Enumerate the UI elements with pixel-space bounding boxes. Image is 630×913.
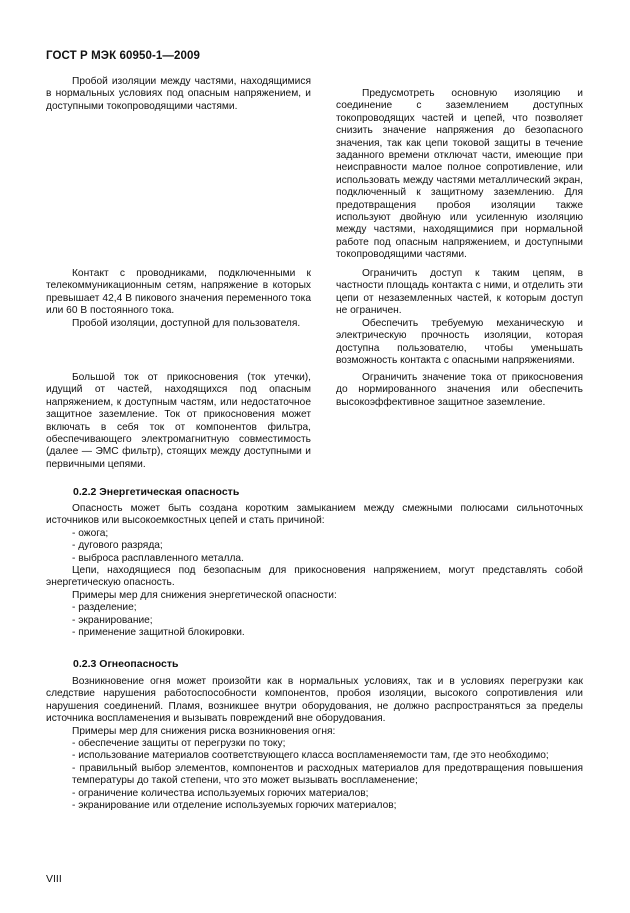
- paragraph: Примеры мер для снижения энергетической опасности:: [72, 589, 337, 601]
- hazard-cell: [46, 318, 311, 330]
- list-item: - выброса расплавленного металла.: [72, 552, 244, 564]
- hazard-text: Пробой изоляции между частями, находящимися в нормальных условиях под опасным напряжением, и доступными токопроводящими частями.: [46, 76, 311, 112]
- hazard-cell: [46, 76, 311, 113]
- paragraph: Возникновение огня может произойти как в нормальных условиях, так и в условиях перегрузки как следствие нарушения работоспособности компонентов, пробоя изоляции, высокого сопротивления или нарушения соединений. Пламя, возникшее внутри оборудования, не должно распространяться за пределы источника воспламенения и вызывать повреждений вне оборудования.: [46, 676, 583, 725]
- section-body: [46, 676, 583, 812]
- hazard-cell: [46, 268, 311, 318]
- hazard-cell: [46, 372, 311, 471]
- measure-cell: [336, 318, 583, 368]
- list-item: - применение защитной блокировки.: [72, 627, 245, 639]
- list-item: - правильный выбор элементов, компонентов и расходных материалов для предотвращения повышения температуры до такой степени, что это может вызывать воспламенение;: [72, 762, 583, 787]
- list-item: - ограничение количества используемых горючих материалов;: [72, 787, 369, 799]
- hazard-text: Пробой изоляции, доступной для пользователя.: [72, 318, 301, 329]
- measure-cell: [336, 268, 583, 318]
- document-header: ГОСТ Р МЭК 60950-1—2009: [46, 50, 200, 62]
- section-body: [46, 503, 583, 639]
- measure-text: Обеспечить требуемую механическую и электрическую прочность изоляции, которая доступна пользователю, чтобы уменьшать возможность контакта с опасными напряжениями.: [336, 318, 583, 367]
- hazard-text: Большой ток от прикосновения (ток утечки), идущий от частей, находящихся под опасным напряжением, к доступным частям, или недостаточное защитное заземление. Ток от прикосновения может включать в себя ток от компонентов фильтра, обеспечивающего электромагнитную совместимость (далее — ЭМС фильтр), стоящих между доступными и первичными цепями.: [46, 372, 311, 470]
- measure-text: Ограничить значение тока от прикосновения до нормированного значения или обеспечить высокоэффективное защитное заземление.: [336, 372, 583, 408]
- list-item: - разделение;: [72, 602, 137, 614]
- section-heading: 0.2.3 Огнеопасность: [73, 658, 179, 670]
- list-item: - использование материалов соответствующего класса воспламеняемости там, где это необходимо;: [72, 750, 549, 762]
- section-heading: 0.2.2 Энергетическая опасность: [73, 486, 240, 498]
- hazard-text: Контакт с проводниками, подключенными к телекоммуникационным сетям, напряжение в которых превышает 42,4 В пикового значения переменного тока или 60 В постоянного тока.: [46, 268, 311, 317]
- paragraph: Примеры мер для снижения риска возникновения огня:: [72, 725, 336, 737]
- list-item: - экранирование;: [72, 614, 153, 626]
- list-item: - дугового разряда;: [72, 540, 163, 552]
- measure-text: Ограничить доступ к таким цепям, в частности площадь контакта с ними, и отделить эти цепи от незаземленных частей, к которым доступ не ограничен.: [336, 268, 583, 317]
- measure-text: Предусмотреть основную изоляцию и соединение с заземлением доступных токопроводящих частей и цепей, что позволяет снизить значение напряжения до безопасного значения, так как цепи токовой защиты в течение заданного времени отключат части, имеющие при неисправности малое полное сопротивление, или использовать между частями металлический экран, подключенный к защитному заземлению. Для предотвращения пробоя изоляции также используют двойную или усиленную изоляцию между частями, находящимися при нормальной работе под опасным напряжением, и доступными токопроводящими частями.: [336, 88, 583, 261]
- list-item: - экранирование или отделение используемых горючих материалов;: [72, 800, 397, 812]
- paragraph: Цепи, находящиеся под безопасным для прикосновения напряжением, могут представлять собой энергетическую опасность.: [46, 565, 583, 589]
- page-number: VIII: [46, 873, 62, 885]
- list-item: - обеспечение защиты от перегрузки по току;: [72, 738, 286, 750]
- paragraph: Опасность может быть создана коротким замыканием между смежными полюсами сильноточных источников или высокоемкостных цепей и стать причиной:: [46, 503, 583, 527]
- list-item: - ожога;: [72, 527, 109, 539]
- measure-cell: [336, 372, 583, 409]
- measure-cell: [336, 88, 583, 262]
